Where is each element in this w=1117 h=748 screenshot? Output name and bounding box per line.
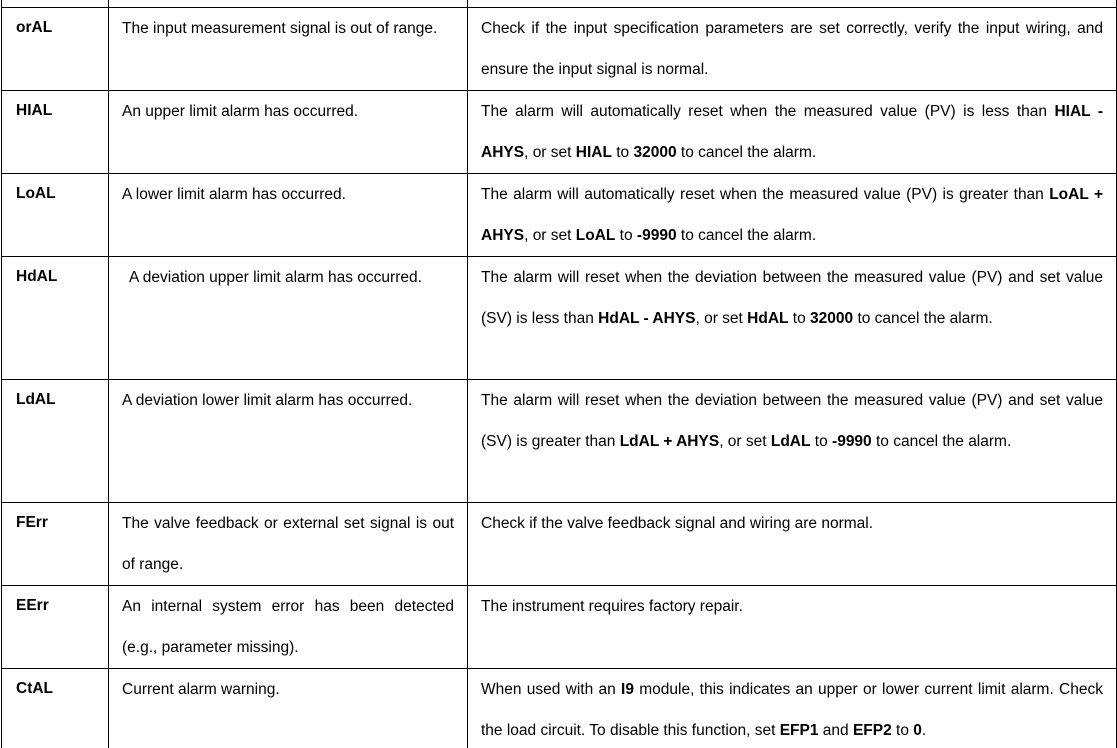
description-cell (109, 585, 468, 668)
partial-cell-code (2, 0, 109, 7)
alarm-code-table (1, 0, 1117, 748)
text-segment: to (891, 721, 914, 739)
alarm-code-cell: CtAL (2, 668, 109, 748)
text-segment: to cancel the alarm. (871, 432, 1012, 450)
bold-text-segment: HIAL - AHYS (481, 102, 1103, 161)
text-segment: The alarm will automatically reset when the measured value (PV) is greater than (481, 185, 1050, 203)
alarm-code-cell: LdAL (2, 379, 109, 502)
alarm-code-cell: HdAL (2, 256, 109, 379)
text-segment: , or set (524, 143, 576, 161)
bold-text-segment: HdAL (747, 309, 789, 327)
text-segment: An upper limit alarm has occurred. (122, 102, 359, 120)
alarm-code-cell: LoAL (2, 173, 109, 256)
text-segment: When used with an (481, 680, 622, 698)
remedy-cell (468, 256, 1117, 379)
text-segment: and (818, 721, 853, 739)
table-row (2, 668, 1117, 748)
bold-text-segment: HdAL - AHYS (598, 309, 696, 327)
bold-text-segment: EFP1 (779, 721, 819, 739)
text-segment: to cancel the alarm. (676, 143, 817, 161)
remedy-cell (468, 7, 1117, 90)
text-segment: to (611, 143, 634, 161)
alarm-code-cell: HIAL (2, 90, 109, 173)
description-cell (109, 379, 468, 502)
description-cell (109, 502, 468, 585)
bold-text-segment: -9990 (636, 226, 677, 244)
text-segment: , or set (719, 432, 771, 450)
table-row (2, 585, 1117, 668)
text-segment: A deviation lower limit alarm has occurred. (122, 391, 413, 409)
remedy-cell (468, 502, 1117, 585)
bold-text-segment: HIAL (575, 143, 612, 161)
text-segment: . (921, 721, 927, 739)
description-cell (109, 173, 468, 256)
text-segment: to cancel the alarm. (676, 226, 817, 244)
alarm-code-cell: EErr (2, 585, 109, 668)
description-cell (109, 256, 468, 379)
description-cell (109, 90, 468, 173)
alarm-code-cell: orAL (2, 7, 109, 90)
text-segment: module, this indicates an upper or lower current limit alarm. Check the load circuit. To disable this function, set (481, 680, 1103, 739)
text-segment: , or set (695, 309, 748, 327)
text-segment: Check if the input specification parameters are set correctly, verify the input wiring, and ensure the input signal is normal. (481, 19, 1103, 78)
remedy-cell (468, 173, 1117, 256)
text-segment: to cancel the alarm. (853, 309, 993, 327)
text-segment: to (788, 309, 811, 327)
text-segment: , or set (524, 226, 576, 244)
bold-text-segment: 0 (913, 721, 922, 739)
bold-text-segment: LoAL (575, 226, 616, 244)
text-segment: Current alarm warning. (122, 680, 280, 698)
partial-row-top (2, 0, 1117, 7)
description-cell (109, 7, 468, 90)
description-cell (109, 668, 468, 748)
table-row (2, 7, 1117, 90)
partial-cell-description (109, 0, 468, 7)
text-segment: An internal system error has been detected (e.g., parameter missing). (122, 597, 454, 656)
bold-text-segment: LoAL + AHYS (481, 185, 1103, 244)
text-segment: A deviation upper limit alarm has occurred. (129, 268, 422, 286)
text-segment: to (615, 226, 637, 244)
bold-text-segment: 32000 (633, 143, 677, 161)
alarm-code-cell: FErr (2, 502, 109, 585)
remedy-cell (468, 379, 1117, 502)
text-segment: A lower limit alarm has occurred. (122, 185, 346, 203)
text-segment: to (810, 432, 833, 450)
text-segment: The instrument requires factory repair. (481, 597, 743, 615)
table-row (2, 173, 1117, 256)
text-segment: The valve feedback or external set signal is out of range. (122, 514, 454, 573)
remedy-cell (468, 668, 1117, 748)
alarm-table-body (2, 0, 1117, 748)
table-row (2, 256, 1117, 379)
bold-text-segment: EFP2 (852, 721, 892, 739)
text-segment: The input measurement signal is out of range. (122, 19, 438, 37)
bold-text-segment: LdAL (770, 432, 811, 450)
table-row (2, 379, 1117, 502)
bold-text-segment: I9 (621, 680, 634, 698)
text-segment: The alarm will reset when the deviation between the measured value (PV) and set value (SV) is greater than (481, 391, 1103, 450)
bold-text-segment: 32000 (810, 309, 854, 327)
bold-text-segment: LdAL + AHYS (619, 432, 720, 450)
table-row (2, 502, 1117, 585)
bold-text-segment: -9990 (832, 432, 872, 450)
text-segment: The alarm will reset when the deviation between the measured value (PV) and set value (SV) is less than (481, 268, 1103, 327)
table-row (2, 90, 1117, 173)
text-segment: Check if the valve feedback signal and wiring are normal. (481, 514, 874, 532)
text-segment: The alarm will automatically reset when the measured value (PV) is less than (481, 102, 1055, 120)
remedy-cell (468, 585, 1117, 668)
partial-cell-remedy (468, 0, 1117, 7)
remedy-cell (468, 90, 1117, 173)
